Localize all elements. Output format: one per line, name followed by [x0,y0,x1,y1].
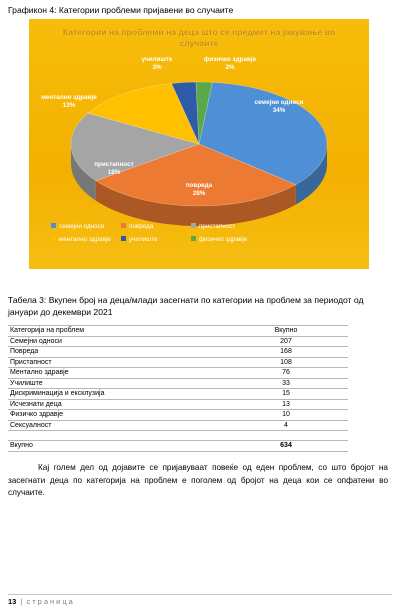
table-cell-category: Училиште [8,378,224,389]
table-cell-total: 10 [224,410,348,421]
table-header-row [8,326,348,337]
table-cell-category: Дискриминација и ексклузија [8,389,224,400]
pie-chart-svg [29,19,369,269]
legend-swatch [191,223,196,228]
legend-label: ментално здравје [59,236,111,243]
table-row [8,336,348,347]
table-cell-category [8,431,224,441]
table-cell-total: 634 [224,441,348,452]
table-cell-category: Повреда [8,347,224,358]
legend-label: физичко здравје [199,236,248,243]
legend-label: семејни односи [59,223,105,230]
table-cell-total: 207 [224,336,348,347]
pie-percent-label: 2% [225,64,235,71]
data-table [8,325,348,452]
pie-percent-label: 18% [107,169,121,176]
table-cell-total: Вкупно [224,326,348,337]
table-cell-category: Ментално здравје [8,368,224,379]
chart-title: Категории на проблеми на деца што се предмет на јавување во случаите [62,27,336,48]
table-cell-category: Семејни односи [8,336,224,347]
table-cell-total: 76 [224,368,348,379]
legend-label: пристапност [199,223,236,230]
footer-page-word: страница [26,597,75,606]
legend-label: училиште [129,236,158,243]
table-cell-category: Вкупно [8,441,224,452]
legend-swatch [51,223,56,228]
pie-label: повреда [185,182,213,189]
pie-label: училиште [141,56,173,63]
table-cell-total: 13 [224,399,348,410]
page-footer [8,594,392,611]
table-cell-category: Физичко здравје [8,410,224,421]
table-row [8,420,348,431]
table-row [8,378,348,389]
table-total-row [8,441,348,452]
table-cell-total: 108 [224,357,348,368]
table-row [8,389,348,400]
legend-swatch [121,223,126,228]
table-cell-category: Сексуалност [8,420,224,431]
table-row [8,347,348,358]
legend-swatch [191,236,196,241]
pie-label: семејни односи [254,99,304,106]
figure-caption: Графикон 4: Категории проблеми пријавени во случаите [8,5,234,15]
pie-label: пристапност [94,161,134,168]
pie-label: физичко здравје [203,56,257,63]
table-caption: Табела 3: Вкупен број на деца/млади засегнати по категории на проблем за периодот од јануари до декември 2021 [8,295,364,317]
pie-percent-label: 28% [192,190,206,197]
footer-separator: | [20,597,23,606]
body-paragraph: Кај голем дел од дојавите се пријавуваат повеќе од еден проблем, со што бројот на засегнати деца по категорија на проблем е поголем од бројот на деца кои се опфатени во случаите. [8,463,388,497]
table-cell-total: 4 [224,420,348,431]
pie-percent-label: 3% [152,64,162,71]
page-number: 13 [8,597,17,606]
table-cell-category: Пристапност [8,357,224,368]
table-row [8,399,348,410]
table-cell-total [224,431,348,441]
table-cell-total: 15 [224,389,348,400]
pie-label: ментално здравје [41,94,97,101]
table-cell-total: 168 [224,347,348,358]
table-cell-category: Категорија на проблем [8,326,224,337]
table-cell-total: 33 [224,378,348,389]
table-spacer-row [8,431,348,441]
table-cell-category: Исчезнати деца [8,399,224,410]
table-row [8,368,348,379]
pie-percent-label: 13% [62,102,76,109]
pie-percent-label: 34% [272,107,286,114]
table-row [8,410,348,421]
legend-label: повреда [129,223,154,230]
pie-chart [29,19,369,269]
legend-swatch [51,236,56,241]
table-row [8,357,348,368]
legend-swatch [121,236,126,241]
